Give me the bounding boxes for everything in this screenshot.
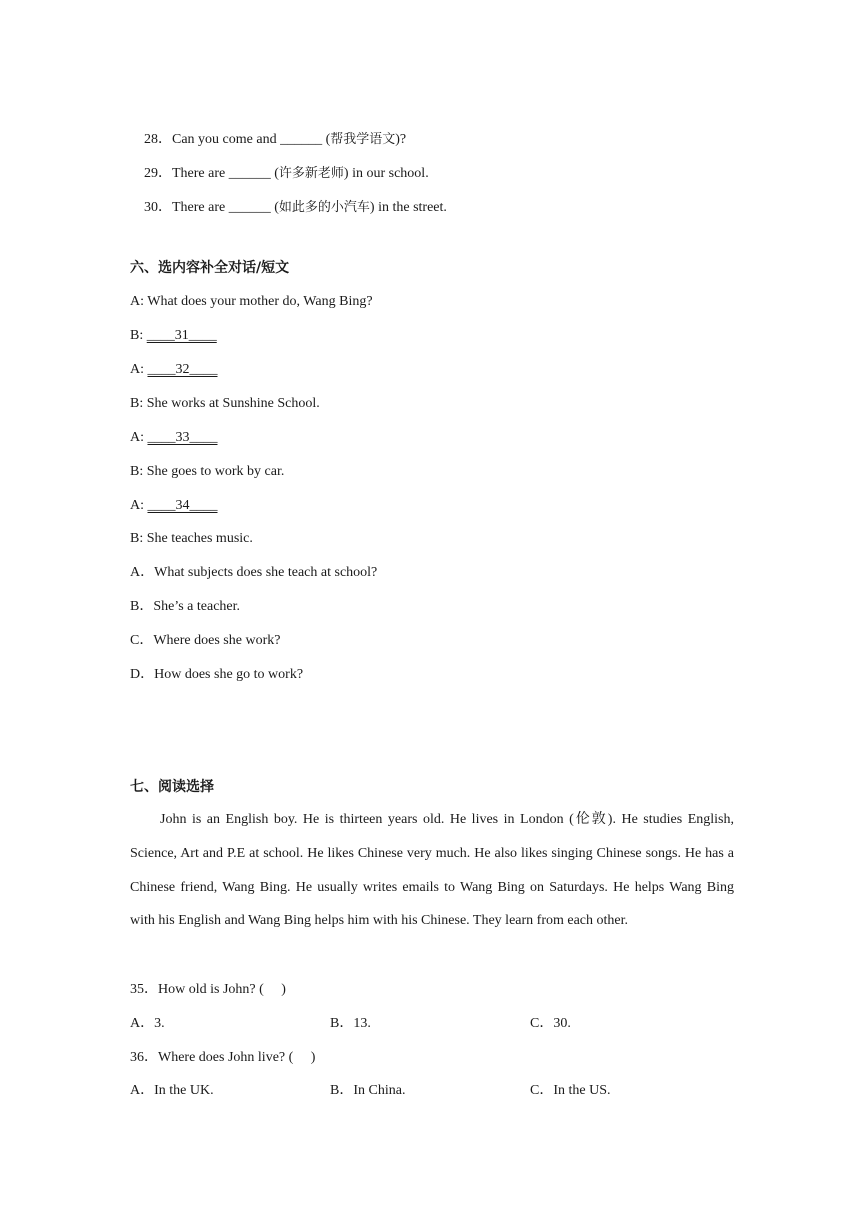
question-text-end: ) in our school. [343, 166, 429, 181]
question-text: Can you come and ______ ( [172, 132, 331, 147]
question-35: 35．How old is John? ( ) [130, 982, 286, 997]
section-heading-dialogue: 六、选内容补全对话/短文 [130, 260, 290, 276]
speaker-label: B: [130, 531, 147, 546]
option-b: B．She’s a teacher. [130, 599, 241, 614]
option-a: A．What subjects does she teach at school? [130, 565, 378, 580]
dialogue-line [130, 395, 320, 413]
option-b: B．13. [330, 1016, 371, 1031]
speaker-label: A: [130, 430, 148, 445]
question-number: 28． [144, 132, 172, 147]
dialogue-line [130, 497, 218, 515]
dialogue-text: She goes to work by car. [146, 464, 285, 479]
answer-blank-31: ____31____ [146, 328, 217, 343]
question-text-end: ) in the street. [369, 200, 447, 215]
answer-blank-34: ____34____ [147, 498, 218, 513]
dialogue-line [130, 530, 253, 548]
question-36: 36．Where does John live? ( ) [130, 1050, 316, 1065]
chinese-hint: 帮我学语文 [330, 132, 396, 147]
question-36-options [130, 1082, 730, 1100]
speaker-label: B: [130, 396, 147, 411]
question-text-end: )? [395, 132, 407, 147]
dialogue-text: What does your mother do, Wang Bing? [147, 294, 373, 309]
answer-blank-33: ____33____ [147, 430, 218, 445]
question-35-options [130, 1015, 730, 1033]
option-c: C．30. [530, 1016, 571, 1031]
chinese-hint: 许多新老师 [278, 166, 344, 181]
speaker-label: A: [130, 294, 148, 309]
option-a: A．In the UK. [130, 1083, 214, 1098]
chinese-hint: 如此多的小汽车 [278, 200, 370, 215]
dialogue-line [130, 327, 217, 345]
answer-blank-32: ____32____ [147, 362, 218, 377]
question-number: 29． [144, 166, 172, 181]
question-number: 30． [144, 200, 172, 215]
dialogue-line [130, 429, 218, 447]
dialogue-text: She teaches music. [146, 531, 253, 546]
option-b: B．In China. [330, 1083, 406, 1098]
dialogue-line [130, 293, 373, 311]
section-heading-reading: 七、阅读选择 [130, 779, 214, 795]
reading-passage: John is an English boy. He is thirteen years old. He lives in London (伦敦). He studies English, Science, Art and P.E at school. He likes Chinese very much. He also likes singing Chinese songs. He has a Chinese friend, Wang Bing. He usually writes emails to Wang Bing on Saturdays. He helps Wang Bing with his English and Wang Bing helps him with his Chinese. They learn from each other. [130, 812, 734, 929]
speaker-label: A: [130, 498, 148, 513]
speaker-label: A: [130, 362, 148, 377]
option-d: D．How does she go to work? [130, 667, 304, 682]
option-c: C．In the US. [530, 1083, 611, 1098]
question-text: There are ______ ( [172, 200, 279, 215]
question-text: There are ______ ( [172, 166, 279, 181]
option-c: C．Where does she work? [130, 633, 281, 648]
speaker-label: B: [130, 464, 147, 479]
option-a: A．3. [130, 1016, 165, 1031]
question-30 [130, 181, 447, 235]
dialogue-line [130, 463, 284, 481]
dialogue-line [130, 361, 218, 379]
speaker-label: B: [130, 328, 147, 343]
dialogue-text: She works at Sunshine School. [146, 396, 320, 411]
